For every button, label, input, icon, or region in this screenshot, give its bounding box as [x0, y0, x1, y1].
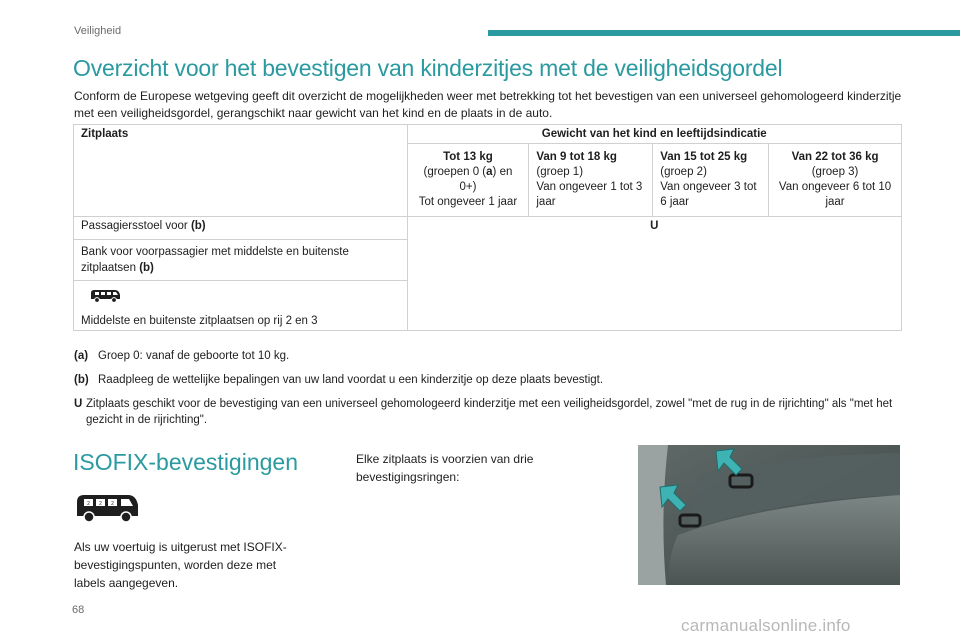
seat-front-passenger: Passagiersstoel voor (b): [74, 217, 408, 240]
isofix-body-left: Als uw voertuig is uitgerust met ISOFIX-bevestigingspunten, worden deze met labels aangegeven.: [74, 540, 287, 590]
table-row: [74, 217, 902, 240]
fixing-table: [73, 124, 902, 331]
isofix-body-mid: Elke zitplaats is voorzien van drie bevestigingsringen:: [356, 452, 534, 484]
svg-text:2: 2: [111, 501, 114, 507]
svg-text:2: 2: [99, 501, 102, 507]
note-u: U Zitplaats geschikt voor de bevestiging van een universeel gehomologeerd kinderzitje met een veiligheidsgordel, zowel "met de rug in de rijrichting" als "met het gezicht in de rijrichting".: [74, 398, 893, 426]
weight-group-1: Van 9 tot 18 kg (groep 1) Van ongeveer 1 tot 3 jaar: [529, 144, 653, 217]
accent-bar: [488, 30, 960, 36]
weight-group-3: Van 22 tot 36 kg (groep 3) Van ongeveer 6 tot 10 jaar: [769, 144, 902, 217]
weight-group-0: Tot 13 kg (groepen 0 (a) en 0+) Tot ongeveer 1 jaar: [407, 144, 529, 217]
col-seat-header: Zitplaats: [74, 125, 408, 217]
value-cell: U: [407, 217, 902, 331]
notes: [74, 348, 904, 436]
svg-text:2: 2: [87, 501, 90, 507]
isofix-van-icon: [74, 490, 140, 524]
note-b: (b) Raadpleeg de wettelijke bepalingen van uw land voordat u een kinderzitje op deze plaats bevestigt.: [74, 374, 604, 386]
van-icon: [89, 287, 121, 303]
isofix-seat-photo: [638, 445, 900, 585]
section-label: Veiligheid: [74, 25, 122, 37]
seat-rear-rows: Middelste en buitenste zitplaatsen op rij 2 en 3: [74, 281, 408, 331]
weight-group-2: Van 15 tot 25 kg (groep 2) Van ongeveer 3 tot 6 jaar: [653, 144, 769, 217]
page-number: 68: [72, 604, 85, 616]
watermark: carmanualsonline.info: [681, 616, 851, 635]
isofix-title: ISOFIX-bevestigingen: [73, 449, 299, 475]
col-weight-header: Gewicht van het kind en leeftijdsindicatie: [407, 125, 902, 144]
seat-front-bench: Bank voor voorpassagier met middelste en buitenste zitplaatsen (b): [74, 240, 408, 281]
note-a: (a) Groep 0: vanaf de geboorte tot 10 kg.: [74, 350, 290, 362]
intro-paragraph: Conform de Europese wetgeving geeft dit overzicht de mogelijkheden weer met betrekking tot het bevestigen van een universeel gehomologeerd kinderzitje met een veiligheidsgordel, gerangschikt naar gewicht van het kind en de plaats in de auto.: [74, 89, 902, 120]
table-header-row: [74, 125, 902, 144]
page-title: Overzicht voor het bevestigen van kinderzitjes met de veiligheidsgordel: [73, 55, 783, 81]
